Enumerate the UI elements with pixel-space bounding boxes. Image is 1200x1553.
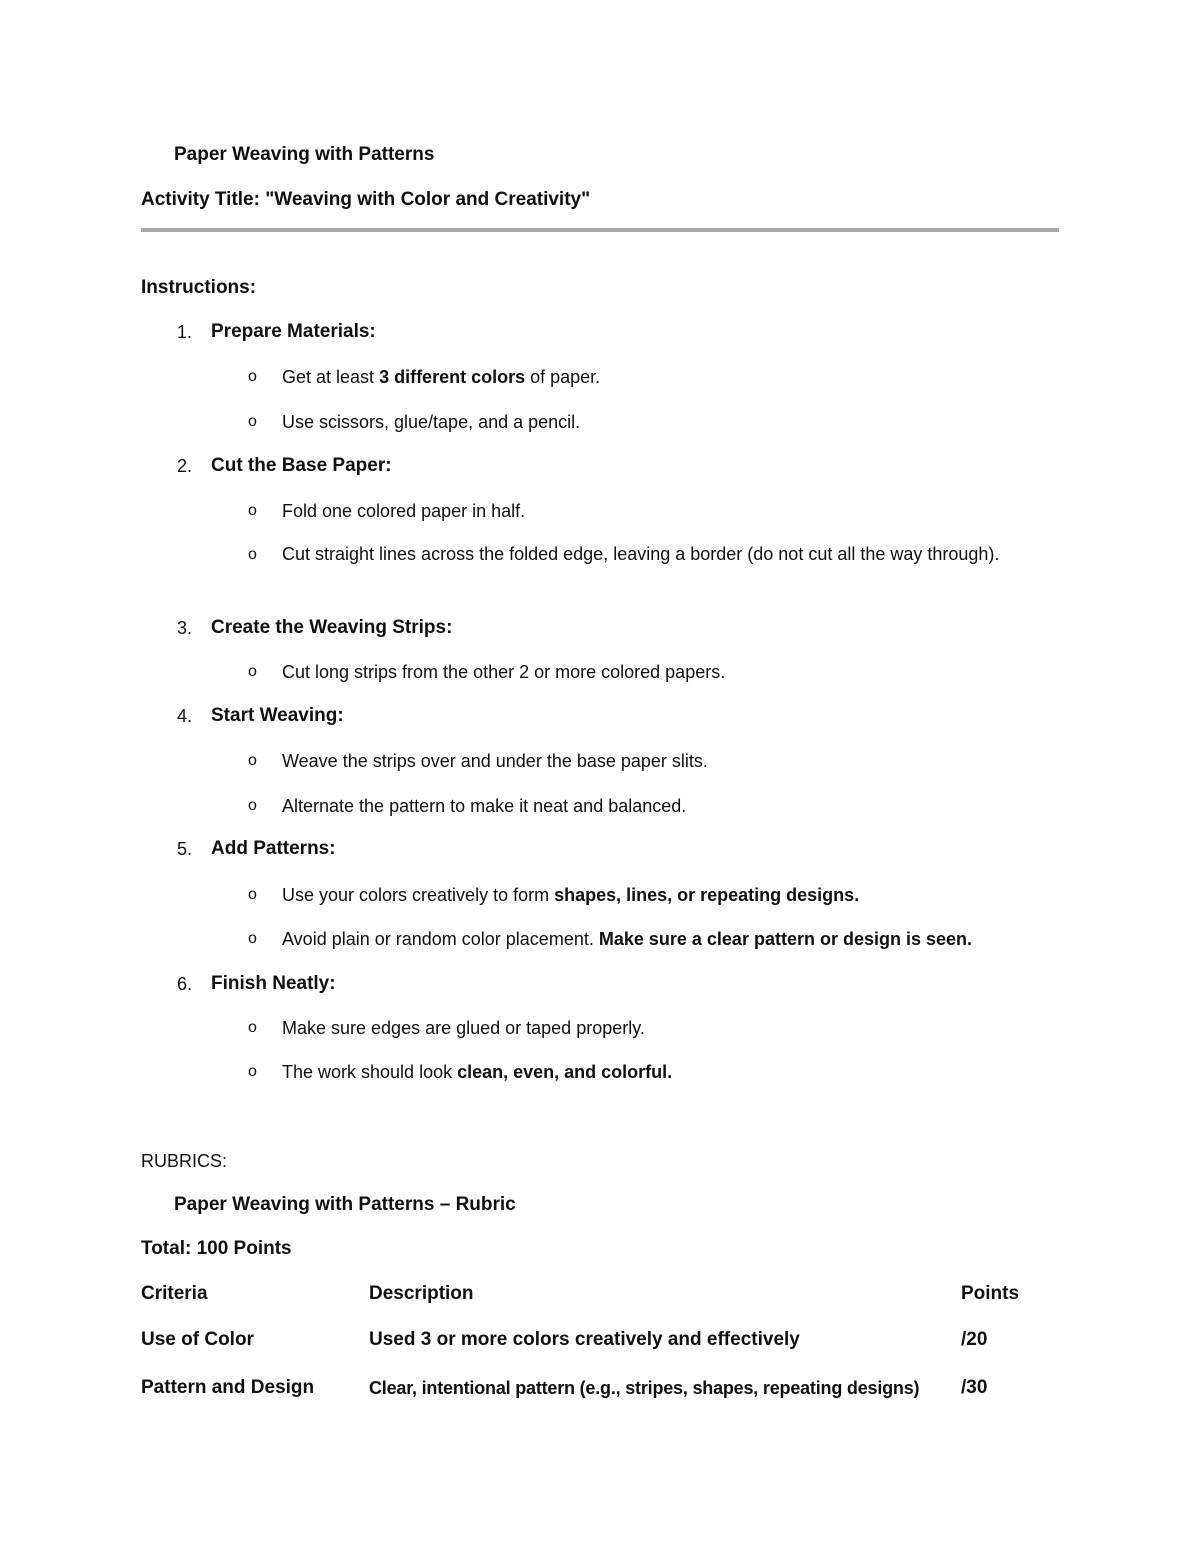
list-item: Make sure edges are glued or taped properly.: [282, 1018, 645, 1038]
list-item: Avoid plain or random color placement. Make sure a clear pattern or design is seen.: [282, 929, 973, 949]
step-label: Create the Weaving Strips:: [211, 617, 453, 638]
rubrics-label: RUBRICS:: [141, 1151, 228, 1171]
list-item: Cut straight lines across the folded edge, leaving a border (do not cut all the way through).: [282, 544, 1000, 564]
list-item: Use your colors creatively to form shapes, lines, or repeating designs.: [282, 885, 860, 905]
table-header-points: Points: [961, 1283, 1020, 1304]
list-item: Alternate the pattern to make it neat and balanced.: [282, 796, 687, 816]
bullet-icon: o: [248, 546, 257, 563]
step-number: 1.: [176, 322, 192, 342]
bullet-icon: o: [248, 1019, 257, 1036]
table-cell-description: Used 3 or more colors creatively and effectively: [369, 1329, 800, 1350]
table-cell-points: /30: [961, 1377, 988, 1398]
table-cell-criteria: Use of Color: [141, 1329, 254, 1350]
bullet-icon: o: [248, 502, 257, 519]
list-item: The work should look clean, even, and colorful.: [282, 1062, 673, 1082]
bullet-icon: o: [248, 663, 257, 680]
table-cell-points: /20: [961, 1329, 988, 1350]
bullet-icon: o: [248, 368, 257, 385]
table-cell-criteria: Pattern and Design: [141, 1377, 315, 1398]
step-number: 3.: [176, 618, 192, 638]
rubric-total: Total: 100 Points: [141, 1238, 292, 1259]
step-number: 2.: [176, 456, 192, 476]
bullet-icon: o: [248, 1063, 257, 1080]
list-item: Weave the strips over and under the base paper slits.: [282, 751, 708, 771]
bullet-icon: o: [248, 752, 257, 769]
step-number: 4.: [176, 706, 192, 726]
bullet-icon: o: [248, 930, 257, 947]
list-item: Cut long strips from the other 2 or more colored papers.: [282, 662, 726, 682]
step-number: 5.: [176, 839, 192, 859]
table-header-criteria: Criteria: [141, 1283, 208, 1304]
step-label: Finish Neatly:: [211, 973, 336, 994]
list-item: Use scissors, glue/tape, and a pencil.: [282, 412, 581, 432]
step-label: Start Weaving:: [211, 705, 344, 726]
doc-title: Paper Weaving with Patterns: [174, 144, 435, 165]
rubric-title: Paper Weaving with Patterns – Rubric: [174, 1194, 516, 1215]
horizontal-divider: [141, 228, 1059, 232]
activity-title: Activity Title: "Weaving with Color and Creativity": [141, 189, 591, 210]
instructions-heading: Instructions:: [141, 277, 257, 298]
bullet-icon: o: [248, 797, 257, 814]
table-cell-description: Clear, intentional pattern (e.g., stripes, shapes, repeating designs): [369, 1378, 920, 1398]
list-item: Fold one colored paper in half.: [282, 501, 526, 521]
step-label: Add Patterns:: [211, 838, 336, 859]
step-number: 6.: [176, 974, 192, 994]
bullet-icon: o: [248, 413, 257, 430]
table-header-description: Description: [369, 1283, 474, 1304]
bullet-icon: o: [248, 886, 257, 903]
list-item: Get at least 3 different colors of paper.: [282, 367, 601, 387]
step-label: Cut the Base Paper:: [211, 455, 392, 476]
step-label: Prepare Materials:: [211, 321, 376, 342]
